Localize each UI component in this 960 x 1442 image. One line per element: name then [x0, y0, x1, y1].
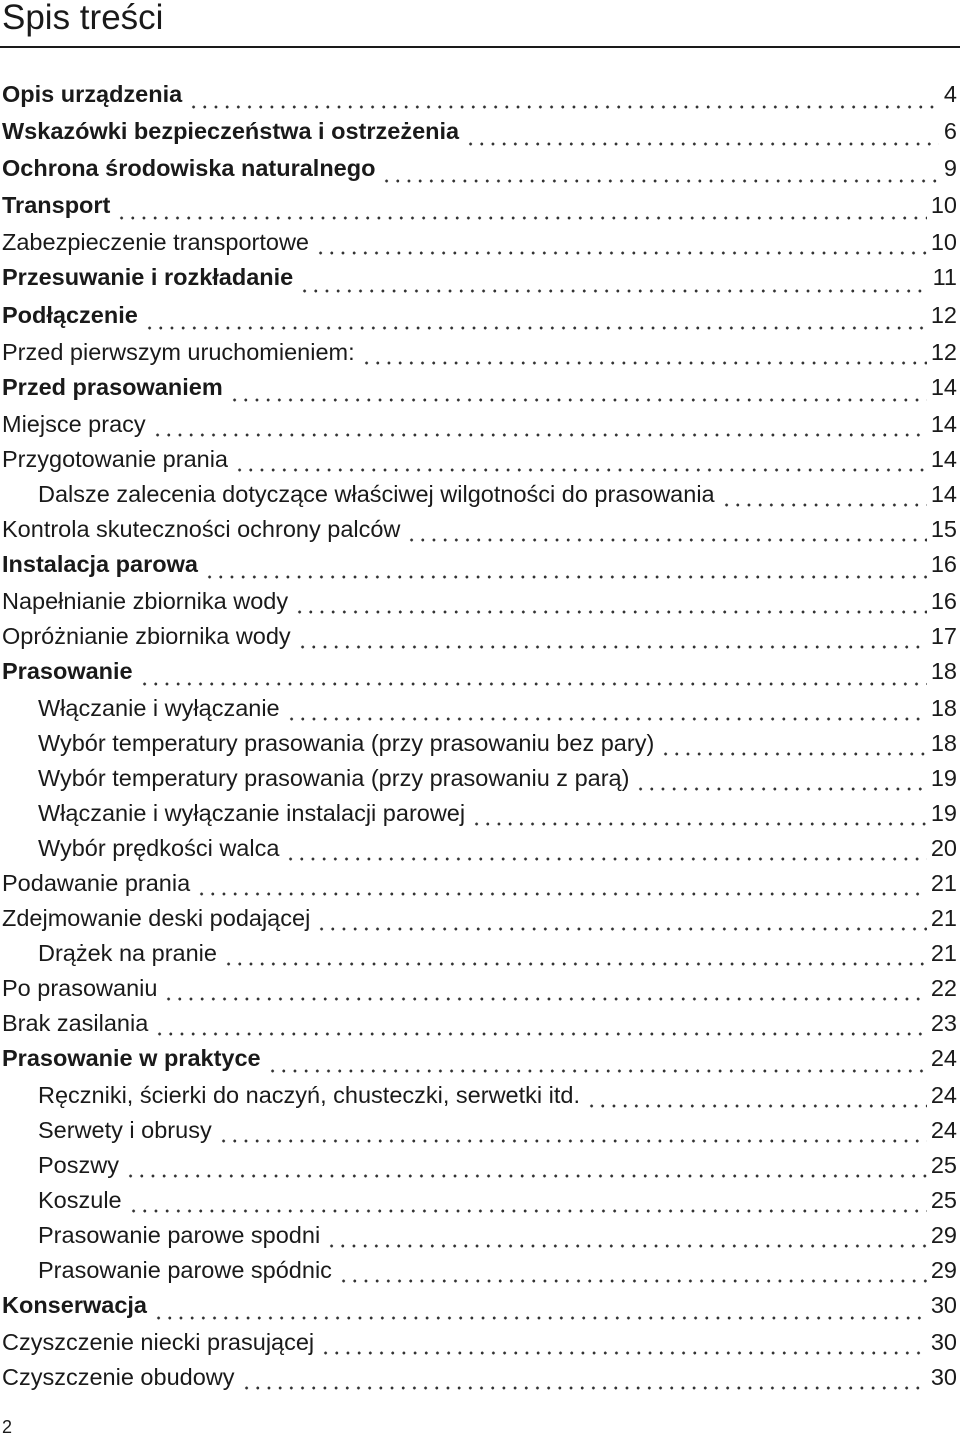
- toc-entry-title: Serwety i obrusy: [38, 1117, 212, 1143]
- toc-entry[interactable]: [0, 869, 960, 904]
- toc-dot-leader: [154, 1030, 927, 1038]
- toc-entry-page: 14: [930, 374, 957, 400]
- toc-dot-leader: [229, 396, 927, 404]
- toc-dot-leader: [586, 1102, 927, 1110]
- toc-dot-leader: [139, 680, 927, 688]
- toc-dot-leader: [320, 1349, 927, 1357]
- toc-entry-page: 14: [930, 411, 957, 437]
- toc-entry-page: 20: [930, 835, 957, 861]
- toc-entry[interactable]: [0, 1081, 960, 1116]
- toc-entry-title: Przed prasowaniem: [2, 374, 223, 400]
- toc-dot-leader: [294, 608, 927, 616]
- toc-entry-title: Prasowanie: [2, 658, 133, 684]
- toc-dot-leader: [163, 995, 926, 1003]
- toc-entry-page: 16: [930, 551, 957, 577]
- toc-entry-title: Transport: [2, 192, 111, 218]
- toc-entry-title: Koszule: [38, 1187, 122, 1213]
- toc-entry[interactable]: [0, 480, 960, 515]
- toc-entry-title: Ręczniki, ścierki do naczyń, chusteczki, serwetki itd.: [38, 1082, 580, 1108]
- toc-entry-title: Opróżnianie zbiornika wody: [2, 623, 291, 649]
- toc-entry-title: Napełnianie zbiornika wody: [2, 588, 289, 614]
- toc-dot-leader: [125, 1172, 927, 1180]
- toc-entry-page: 6: [943, 118, 957, 144]
- toc-entry-page: 17: [930, 623, 957, 649]
- toc-entry-page: 4: [943, 81, 957, 107]
- toc-entry[interactable]: [0, 1328, 960, 1363]
- toc-dot-leader: [128, 1207, 927, 1215]
- toc-entry-title: Przesuwanie i rozkładanie: [2, 264, 294, 290]
- toc-entry-title: Wybór temperatury prasowania (przy prasowaniu bez pary): [38, 730, 655, 756]
- toc-entry-title: Podłączenie: [2, 302, 138, 328]
- toc-dot-leader: [361, 359, 927, 367]
- toc-entry[interactable]: [0, 191, 960, 228]
- toc-entry-page: 25: [930, 1187, 957, 1213]
- toc-entry-page: 21: [930, 870, 957, 896]
- toc-dot-leader: [299, 287, 928, 295]
- toc-entry-page: 12: [930, 339, 957, 365]
- toc-entry-page: 25: [930, 1152, 957, 1178]
- toc-entry[interactable]: [0, 1256, 960, 1291]
- toc-entry-page: 18: [930, 695, 957, 721]
- toc-entry-title: Wybór temperatury prasowania (przy prasowaniu z parą): [38, 765, 630, 791]
- toc-entry[interactable]: [0, 373, 960, 410]
- toc-entry-page: 23: [930, 1010, 957, 1036]
- toc-entry[interactable]: [0, 729, 960, 764]
- toc-entry-page: 11: [932, 264, 957, 290]
- toc-entry-page: 30: [930, 1292, 957, 1318]
- toc-entry-page: 18: [930, 730, 957, 756]
- toc-entry-page: 14: [930, 481, 957, 507]
- toc-entry-title: Wybór prędkości walca: [38, 835, 280, 861]
- toc-entry[interactable]: [0, 799, 960, 834]
- toc-dot-leader: [218, 1137, 927, 1145]
- toc-entry[interactable]: [0, 904, 960, 939]
- toc-entry[interactable]: [0, 445, 960, 480]
- toc-dot-leader: [326, 1242, 927, 1250]
- toc-entry[interactable]: [0, 694, 960, 729]
- toc-entry-title: Czyszczenie niecki prasującej: [2, 1329, 315, 1355]
- toc-dot-leader: [406, 536, 926, 544]
- toc-dot-leader: [116, 214, 926, 222]
- toc-entry-title: Włączanie i wyłączanie instalacji parowej: [38, 800, 466, 826]
- toc-entry-page: 21: [930, 905, 957, 931]
- toc-dot-leader: [153, 1314, 927, 1322]
- toc-dot-leader: [315, 249, 927, 257]
- toc-entry-page: 24: [930, 1117, 957, 1143]
- toc-entry-title: Konserwacja: [2, 1292, 147, 1318]
- toc-entry[interactable]: [0, 834, 960, 869]
- toc-dot-leader: [316, 925, 927, 933]
- toc-entry-title: Prasowanie w praktyce: [2, 1045, 261, 1071]
- toc-entry-title: Brak zasilania: [2, 1010, 149, 1036]
- toc-entry-page: 16: [930, 588, 957, 614]
- toc-dot-leader: [465, 140, 939, 148]
- toc-entry-title: Czyszczenie obudowy: [2, 1364, 235, 1390]
- toc-dot-leader: [635, 785, 926, 793]
- toc-entry[interactable]: [0, 550, 960, 587]
- toc-dot-leader: [241, 1384, 927, 1392]
- table-of-contents: [0, 80, 960, 1398]
- toc-entry[interactable]: [0, 939, 960, 974]
- toc-dot-leader: [285, 855, 926, 863]
- toc-entry-page: 10: [930, 192, 957, 218]
- toc-entry-title: Miejsce pracy: [2, 411, 146, 437]
- toc-dot-leader: [471, 820, 927, 828]
- toc-entry[interactable]: [0, 410, 960, 445]
- toc-entry-title: Prasowanie parowe spodni: [38, 1222, 321, 1248]
- toc-entry-page: 10: [930, 229, 957, 255]
- toc-dot-leader: [286, 715, 927, 723]
- toc-dot-leader: [152, 431, 927, 439]
- toc-entry-title: Przygotowanie prania: [2, 446, 228, 472]
- toc-dot-leader: [721, 501, 927, 509]
- toc-dot-leader: [196, 890, 927, 898]
- toc-dot-leader: [267, 1067, 927, 1075]
- toc-entry-title: Poszwy: [38, 1152, 119, 1178]
- toc-entry[interactable]: [0, 117, 960, 154]
- toc-entry[interactable]: [0, 622, 960, 657]
- page-number: 2: [2, 1417, 13, 1437]
- toc-entry-title: Opis urządzenia: [2, 81, 183, 107]
- toc-dot-leader: [234, 466, 927, 474]
- toc-entry[interactable]: [0, 1291, 960, 1328]
- toc-entry[interactable]: [0, 80, 960, 117]
- toc-entry[interactable]: [0, 657, 960, 694]
- toc-entry-title: Przed pierwszym uruchomieniem:: [2, 339, 355, 365]
- toc-entry-page: 19: [930, 765, 957, 791]
- toc-entry-title: Dalsze zalecenia dotyczące właściwej wilgotności do prasowania: [38, 481, 715, 507]
- toc-entry[interactable]: [0, 338, 960, 373]
- toc-entry-page: 29: [930, 1257, 957, 1283]
- toc-dot-leader: [297, 643, 927, 651]
- toc-entry-title: Drążek na pranie: [38, 940, 217, 966]
- toc-entry[interactable]: [0, 764, 960, 799]
- toc-entry[interactable]: [0, 1221, 960, 1256]
- toc-entry-page: 22: [930, 975, 957, 1001]
- toc-dot-leader: [660, 750, 927, 758]
- toc-dot-leader: [381, 177, 939, 185]
- toc-dot-leader: [223, 960, 927, 968]
- toc-dot-leader: [338, 1277, 927, 1285]
- toc-entry-title: Zdejmowanie deski podającej: [2, 905, 311, 931]
- toc-entry[interactable]: [0, 1116, 960, 1151]
- toc-entry-title: Instalacja parowa: [2, 551, 198, 577]
- toc-entry-page: 9: [943, 155, 957, 181]
- toc-entry[interactable]: [0, 1009, 960, 1044]
- toc-entry-title: Prasowanie parowe spódnic: [38, 1257, 332, 1283]
- toc-entry[interactable]: [0, 1363, 960, 1398]
- toc-entry[interactable]: [0, 1151, 960, 1186]
- toc-entry[interactable]: [0, 263, 960, 301]
- toc-entry-title: Włączanie i wyłączanie: [38, 695, 280, 721]
- toc-entry-page: 15: [930, 516, 957, 542]
- toc-entry-title: Zabezpieczenie transportowe: [2, 229, 309, 255]
- toc-entry-page: 14: [930, 446, 957, 472]
- toc-entry-page: 29: [930, 1222, 957, 1248]
- toc-entry[interactable]: [0, 228, 960, 263]
- toc-entry-page: 30: [930, 1364, 957, 1390]
- toc-entry-title: Ochrona środowiska naturalnego: [2, 155, 376, 181]
- toc-entry[interactable]: [0, 587, 960, 622]
- title-divider: [0, 46, 960, 48]
- toc-entry-title: Podawanie prania: [2, 870, 191, 896]
- toc-entry[interactable]: [0, 515, 960, 550]
- toc-entry-page: 30: [930, 1329, 957, 1355]
- toc-entry-page: 12: [930, 302, 957, 328]
- toc-entry-title: Po prasowaniu: [2, 975, 158, 1001]
- toc-entry-page: 18: [930, 658, 957, 684]
- toc-entry-page: 19: [930, 800, 957, 826]
- toc-entry[interactable]: [0, 974, 960, 1009]
- toc-dot-leader: [144, 324, 927, 332]
- toc-entry[interactable]: [0, 154, 960, 191]
- toc-entry[interactable]: [0, 1186, 960, 1221]
- toc-dot-leader: [204, 573, 927, 581]
- toc-entry-title: Wskazówki bezpieczeństwa i ostrzeżenia: [2, 118, 460, 144]
- toc-entry-page: 21: [930, 940, 957, 966]
- toc-entry[interactable]: [0, 301, 960, 338]
- toc-entry[interactable]: [0, 1044, 960, 1081]
- toc-entry-page: 24: [930, 1082, 957, 1108]
- page-title: Spis treści: [2, 0, 164, 37]
- toc-entry-page: 24: [930, 1045, 957, 1071]
- toc-dot-leader: [188, 103, 939, 111]
- toc-entry-title: Kontrola skuteczności ochrony palców: [2, 516, 401, 542]
